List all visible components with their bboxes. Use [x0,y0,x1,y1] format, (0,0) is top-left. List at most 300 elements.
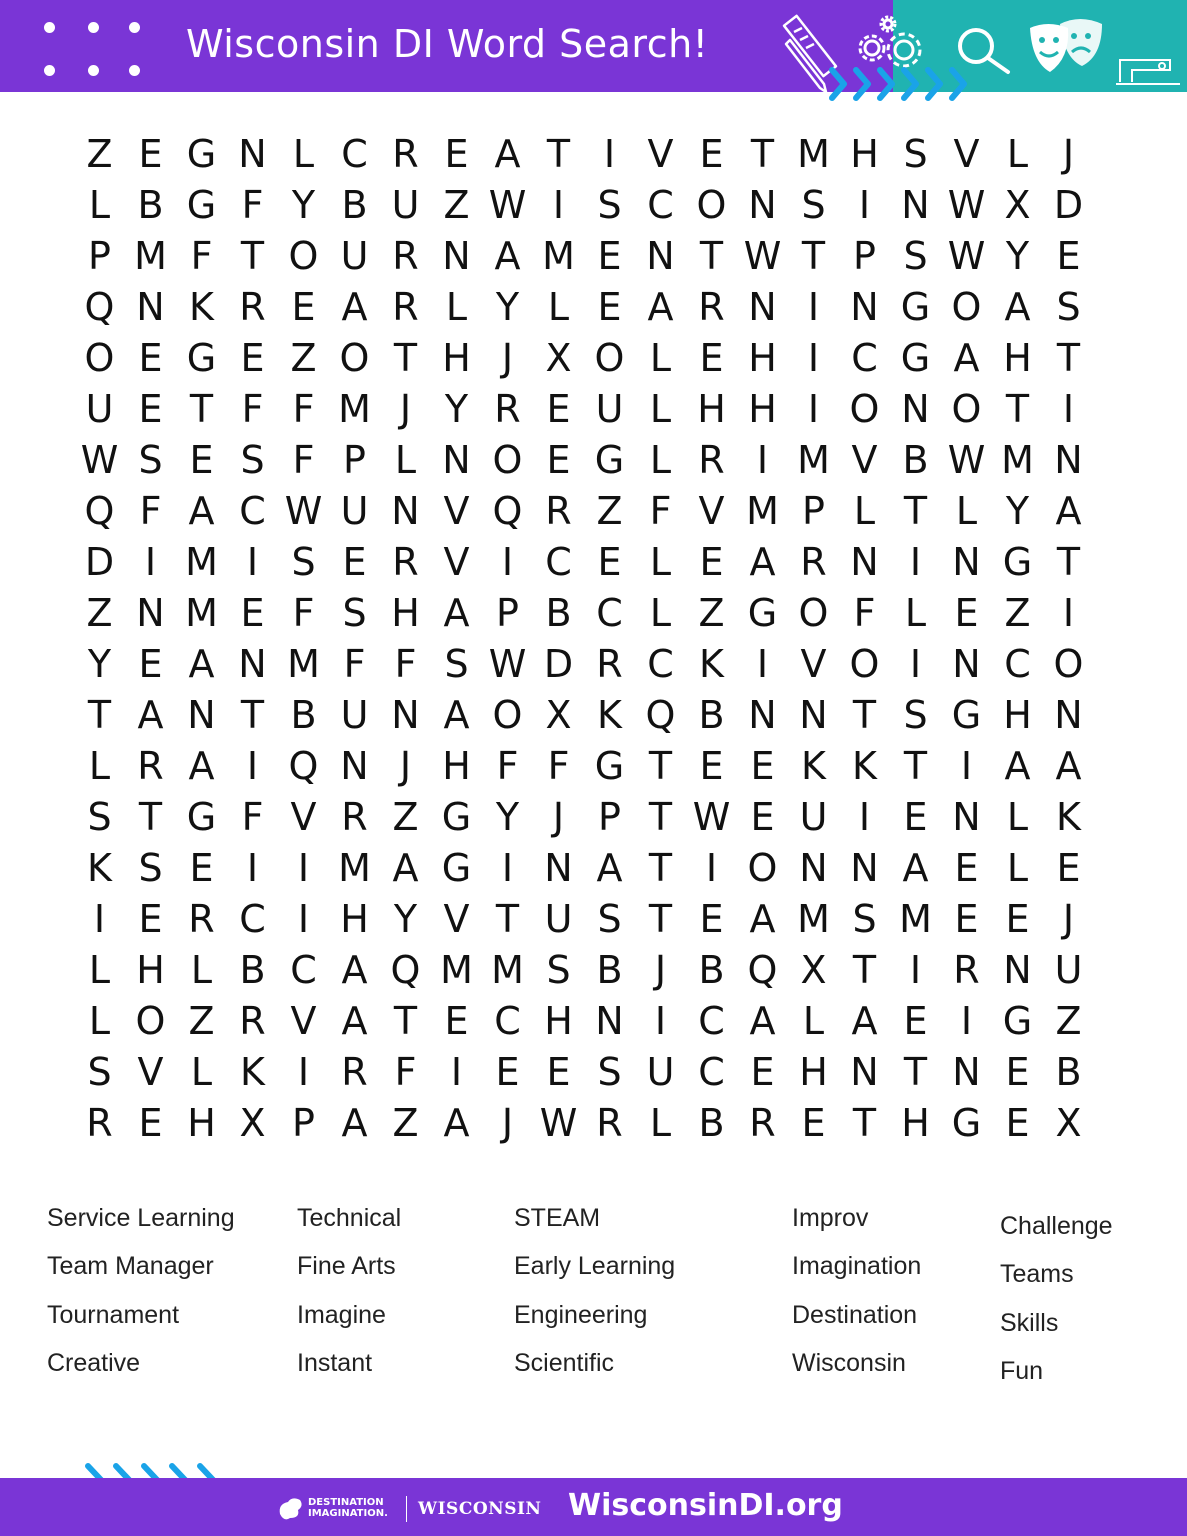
grid-letter: K [852,744,877,788]
grid-letter: J [552,795,565,839]
grid-letter: E [750,795,775,839]
grid-letter: N [1054,693,1083,737]
grid-letter: R [392,540,419,584]
grid-letter: G [747,591,778,635]
grid-letter: E [189,438,214,482]
grid-letter: R [392,285,419,329]
grid-letter: A [953,336,980,380]
grid-letter: A [392,846,419,890]
grid-letter: U [340,489,369,533]
grid-letter: O [135,999,166,1043]
grid-letter: A [341,999,368,1043]
grid-letter: P [343,438,366,482]
grid-letter: I [246,744,259,788]
grid-letter: Z [1004,591,1031,635]
grid-row [74,537,1094,588]
grid-letter: B [290,693,317,737]
chevrons-icon [832,70,964,98]
grid-letter: R [392,132,419,176]
grid-letter: N [799,693,828,737]
grid-letter: T [1056,540,1081,584]
grid-letter: F [394,642,417,686]
grid-letter: L [88,744,111,788]
grid-letter: N [238,642,267,686]
grid-row [74,792,1094,843]
grid-letter: M [338,846,371,890]
grid-letter: N [595,999,624,1043]
website-url: WisconsinDI.org [568,1488,843,1523]
grid-letter: V [698,489,725,533]
grid-letter: J [399,387,412,431]
page-title: Wisconsin DI Word Search! [186,22,709,66]
grid-letter: G [186,336,217,380]
grid-letter: F [547,744,570,788]
grid-letter: A [188,489,215,533]
grid-letter: G [441,846,472,890]
grid-letter: K [801,744,826,788]
grid-letter: L [1006,795,1029,839]
grid-letter: M [797,897,830,941]
grid-letter: A [341,285,368,329]
grid-letter: C [239,489,266,533]
grid-letter: A [443,1101,470,1145]
word-list-item: Fun [1000,1356,1044,1385]
grid-letter: Y [495,795,520,839]
grid-letter: N [952,642,981,686]
grid-letter: O [492,693,523,737]
word-list-column [1000,1206,1113,1399]
grid-letter: A [137,693,164,737]
grid-letter: Q [492,489,523,533]
grid-letter: I [705,846,718,890]
grid-letter: W [947,234,986,278]
grid-letter: K [1056,795,1081,839]
grid-letter: X [800,948,827,992]
grid-letter: T [852,1101,877,1145]
grid-letter: E [546,387,571,431]
grid-letter: M [185,591,218,635]
grid-letter: I [450,1050,463,1094]
grid-letter: H [187,1101,216,1145]
grid-letter: U [340,234,369,278]
grid-letter: T [852,948,877,992]
logo-divider [406,1496,407,1522]
grid-letter: Z [290,336,317,380]
grid-letter: E [699,897,724,941]
grid-letter: I [1062,591,1075,635]
grid-letter: E [240,591,265,635]
grid-letter: N [136,591,165,635]
grid-letter: N [901,387,930,431]
grid-letter: Z [392,795,419,839]
grid-letter: Y [1005,489,1030,533]
grid-letter: R [698,438,725,482]
grid-letter: E [750,744,775,788]
grid-letter: S [342,591,367,635]
grid-letter: O [594,336,625,380]
grid-letter: P [598,795,621,839]
word-list-item: Skills [1000,1308,1059,1337]
word-list-item: Service Learning [47,1204,235,1232]
grid-letter: C [545,540,572,584]
grid-letter: T [495,897,520,941]
grid-letter: T [1005,387,1030,431]
grid-letter: O [951,285,982,329]
grid-letter: F [343,642,366,686]
grid-letter: W [539,1101,578,1145]
grid-letter: E [954,897,979,941]
grid-letter: B [698,1101,725,1145]
word-list-item: Improv [792,1204,869,1232]
grid-letter: N [187,693,216,737]
grid-letter: I [909,642,922,686]
word-list-column [47,1198,235,1391]
grid-letter: Y [393,897,418,941]
grid-letter: G [1002,999,1033,1043]
grid-letter: I [756,438,769,482]
grid-letter: F [190,234,213,278]
grid-letter: N [442,234,471,278]
grid-letter: R [596,1101,623,1145]
theater-masks-icon [1030,19,1102,72]
grid-letter: A [647,285,674,329]
word-list-column [792,1198,921,1391]
grid-letter: T [903,1050,928,1094]
grid-letter: U [340,693,369,737]
grid-letter: G [594,438,625,482]
grid-letter: E [444,999,469,1043]
grid-letter: G [186,183,217,227]
grid-letter: V [443,897,470,941]
grid-letter: L [88,183,111,227]
grid-letter: C [494,999,521,1043]
grid-letter: P [292,1101,315,1145]
grid-letter: A [1004,285,1031,329]
grid-letter: N [646,234,675,278]
word-list-item: Tournament [47,1300,180,1329]
grid-letter: E [1056,846,1081,890]
grid-letter: L [649,336,672,380]
grid-letter: Q [747,948,778,992]
grid-letter: S [138,438,163,482]
grid-letter: I [960,999,973,1043]
grid-letter: L [547,285,570,329]
grid-letter: R [86,1101,113,1145]
word-list-item: Creative [47,1348,141,1377]
grid-letter: E [546,438,571,482]
grid-letter: L [802,999,825,1043]
grid-letter: E [903,999,928,1043]
grid-letter: O [849,642,880,686]
grid-letter: M [1001,438,1034,482]
grid-letter: H [1003,693,1032,737]
grid-letter: N [850,846,879,890]
grid-letter: R [239,999,266,1043]
grid-letter: T [189,387,214,431]
grid-letter: G [594,744,625,788]
grid-letter: B [341,183,368,227]
grid-letter: I [1062,387,1075,431]
grid-letter: I [960,744,973,788]
grid-letter: B [902,438,929,482]
grid-letter: N [952,795,981,839]
grid-letter: O [798,591,829,635]
grid-letter: O [747,846,778,890]
grid-letter: N [952,540,981,584]
grid-letter: W [692,795,731,839]
grid-letter: H [391,591,420,635]
grid-letter: Q [84,285,115,329]
grid-letter: V [290,999,317,1043]
grid-letter: N [391,693,420,737]
grid-letter: N [748,285,777,329]
grid-letter: E [597,285,622,329]
grid-letter: I [144,540,157,584]
grid-row [74,894,1094,945]
grid-letter: A [851,999,878,1043]
grid-letter: T [393,999,418,1043]
grid-letter: E [750,1050,775,1094]
word-list-column [514,1198,675,1391]
grid-letter: V [137,1050,164,1094]
grid-letter: M [797,438,830,482]
grid-letter: C [596,591,623,635]
grid-letter: F [241,183,264,227]
grid-letter: X [1055,1101,1082,1145]
grid-letter: V [851,438,878,482]
grid-letter: F [394,1050,417,1094]
grid-letter: E [903,795,928,839]
word-list-item: Early Learning [514,1252,676,1281]
grid-letter: H [1003,336,1032,380]
grid-letter: L [904,591,927,635]
grid-letter: X [545,693,572,737]
grid-letter: H [544,999,573,1043]
grid-letter: S [903,132,928,176]
word-list-item: Teams [1000,1260,1074,1289]
grid-letter: W [488,183,527,227]
grid-letter: O [1053,642,1084,686]
grid-letter: T [546,132,571,176]
grid-letter: A [494,234,521,278]
grid-letter: N [748,693,777,737]
grid-letter: F [853,591,876,635]
grid-letter: E [597,234,622,278]
grid-letter: T [648,846,673,890]
grid-letter: A [341,1101,368,1145]
grid-letter: T [393,336,418,380]
grid-row [74,741,1094,792]
grid-letter: U [646,1050,675,1094]
grid-letter: T [648,795,673,839]
grid-letter: F [241,387,264,431]
grid-letter: S [597,1050,622,1094]
grid-letter: Z [596,489,623,533]
grid-letter: N [544,846,573,890]
grid-letter: I [858,795,871,839]
grid-letter: O [492,438,523,482]
grid-letter: W [488,642,527,686]
grid-letter: M [542,234,575,278]
grid-row [74,1047,1094,1098]
grid-letter: E [699,540,724,584]
grid-letter: U [799,795,828,839]
grid-letter: A [443,591,470,635]
grid-letter: C [1004,642,1031,686]
grid-letter: Z [86,591,113,635]
word-list-column [297,1198,401,1391]
grid-letter: D [1053,183,1084,227]
grid-letter: M [185,540,218,584]
grid-letter: C [239,897,266,941]
grid-letter: O [951,387,982,431]
grid-letter: X [545,336,572,380]
grid-letter: G [951,693,982,737]
grid-letter: V [443,489,470,533]
grid-row [74,384,1094,435]
grid-letter: C [341,132,368,176]
grid-letter: C [647,642,674,686]
destination-imagination-logo [276,1494,542,1526]
grid-letter: L [649,591,672,635]
grid-letter: S [801,183,826,227]
grid-letter: M [287,642,320,686]
grid-letter: P [802,489,825,533]
word-list-item: Fine Arts [297,1252,396,1281]
grid-letter: E [954,846,979,890]
grid-letter: T [240,693,265,737]
grid-letter: F [496,744,519,788]
ruler-pencil-icon [784,16,836,92]
grid-letter: Y [495,285,520,329]
grid-letter: B [698,948,725,992]
brand-name: DESTINATION IMAGINATION. [308,1497,388,1519]
grid-letter: E [342,540,367,584]
grid-letter: G [441,795,472,839]
grid-letter: B [1055,1050,1082,1094]
grid-letter: R [596,642,623,686]
grid-letter: E [597,540,622,584]
grid-letter: I [756,642,769,686]
grid-letter: E [1005,1050,1030,1094]
grid-letter: H [850,132,879,176]
grid-letter: S [546,948,571,992]
grid-letter: H [442,744,471,788]
grid-row [74,843,1094,894]
grid-letter: E [699,132,724,176]
grid-letter: T [138,795,163,839]
grid-letter: E [240,336,265,380]
grid-letter: E [138,387,163,431]
grid-letter: I [654,999,667,1043]
grid-row [74,180,1094,231]
grid-letter: L [649,387,672,431]
grid-letter: Q [645,693,676,737]
grid-letter: H [799,1050,828,1094]
grid-letter: N [748,183,777,227]
grid-letter: M [899,897,932,941]
grid-letter: E [138,132,163,176]
grid-letter: C [698,999,725,1043]
grid-letter: S [1056,285,1081,329]
grid-letter: A [341,948,368,992]
grid-letter: O [849,387,880,431]
grid-letter: N [340,744,369,788]
grid-letter: H [340,897,369,941]
grid-letter: N [1003,948,1032,992]
header-icons [780,0,1187,112]
grid-letter: U [544,897,573,941]
grid-letter: Q [390,948,421,992]
grid-letter: R [953,948,980,992]
grid-letter: J [501,1101,514,1145]
grid-letter: A [749,540,776,584]
grid-letter: C [290,948,317,992]
state-name: WISCONSIN [418,1499,542,1519]
grid-letter: E [138,897,163,941]
grid-letter: S [291,540,316,584]
grid-letter: P [88,234,111,278]
grid-letter: L [190,1050,213,1094]
grid-letter: T [750,132,775,176]
grid-letter: J [1062,897,1075,941]
grid-letter: G [186,132,217,176]
word-list-item: Destination [792,1300,918,1329]
grid-row [74,282,1094,333]
grid-letter: L [88,999,111,1043]
grid-letter: E [495,1050,520,1094]
grid-letter: I [807,336,820,380]
grid-letter: L [88,948,111,992]
grid-letter: I [297,897,310,941]
grid-letter: K [87,846,112,890]
grid-letter: T [801,234,826,278]
grid-letter: M [338,387,371,431]
grid-letter: S [240,438,265,482]
grid-letter: F [292,591,315,635]
grid-letter: N [850,1050,879,1094]
grid-letter: W [947,438,986,482]
grid-letter: H [748,387,777,431]
grid-letter: S [903,693,928,737]
word-list-item: Team Manager [47,1252,214,1281]
word-list-item: Imagination [792,1252,922,1281]
grid-letter: A [443,693,470,737]
grid-letter: I [807,387,820,431]
grid-letter: E [138,642,163,686]
grid-letter: A [1004,744,1031,788]
grid-letter: M [746,489,779,533]
grid-row [74,333,1094,384]
grid-letter: R [800,540,827,584]
grid-letter: M [134,234,167,278]
grid-letter: T [1056,336,1081,380]
grid-letter: Z [392,1101,419,1145]
grid-letter: E [546,1050,571,1094]
grid-letter: I [603,132,616,176]
grid-letter: C [647,183,674,227]
grid-letter: U [1054,948,1083,992]
grid-letter: N [442,438,471,482]
grid-letter: V [647,132,674,176]
grid-letter: W [743,234,782,278]
grid-letter: W [80,438,119,482]
grid-letter: G [1002,540,1033,584]
grid-letter: E [1005,1101,1030,1145]
grid-letter: S [597,183,622,227]
grid-letter: X [239,1101,266,1145]
grid-letter: V [443,540,470,584]
